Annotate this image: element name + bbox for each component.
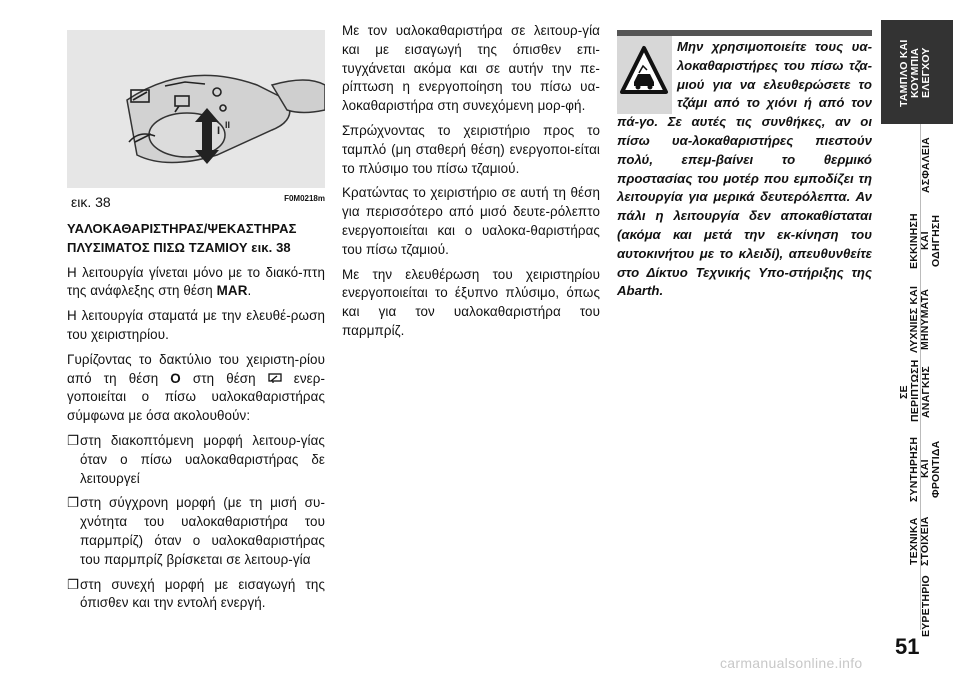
tab-technical-data[interactable] — [881, 516, 953, 568]
section-heading: ΥΑΛΟΚΑΘΑΡΙΣΤΗΡΑΣ/ΨΕΚΑΣΤΗΡΑΣ ΠΛΥΣΙΜΑΤΟΣ ΠΙΣΩ ΤΖΑΜΙΟΥ εικ. 38 — [67, 221, 297, 255]
list-item-text: στη διακοπτόμενη μορφή λειτουρ-γίας όταν ο πίσω υαλοκαθαριστήρας δε λειτουργεί — [80, 432, 325, 486]
list-item — [67, 494, 325, 569]
tab-technical-data-label: ΤΕΧΝΙΚΑ ΣΤΟΙΧΕΙΑ — [908, 516, 931, 566]
ring-position-o: O — [170, 370, 181, 386]
list-item-text: στη συνεχή μορφή με εισαγωγή της όπισθεν και την εντολή ενεργή. — [80, 576, 325, 611]
paragraph-reverse: Με τον υαλοκαθαριστήρα σε λειτουρ-γία και με εισαγωγή της όπισθεν επι-τυγχάνεται ακόμα και σε αυτήν την πε-ρίπτωση η ενεργοποίηση του πίσω υα-λοκαθαριστήρα στη συνεχόμενη μορ-φή. — [342, 23, 600, 114]
tab-warning-lights-label: ΛΥΧΝΙΕΣ ΚΑΙ ΜΗΝΥΜΑΤΑ — [908, 285, 931, 353]
paragraph-ring-b: στη θέση — [180, 370, 268, 386]
bullet-icon: ❐ — [67, 432, 80, 448]
tab-emergency[interactable] — [881, 359, 953, 424]
bullet-icon: ❐ — [67, 576, 80, 592]
tab-starting-driving[interactable] — [881, 206, 953, 278]
tab-dashboard-label: ΤΑΜΠΛΟ ΚΑΙ ΚΟΥΜΠΙΑ ΕΛΕΓΧΟΥ — [898, 39, 932, 107]
figure-code: F0M0218m — [284, 194, 325, 203]
left-column — [67, 220, 325, 619]
paragraph-hold: Κρατώντας το χειριστήριο σε αυτή τη θέση για περισσότερο από μισό δευτε-ρόλεπτο ενεργοποιείται και ο υαλοκα-θαριστήρας του πίσω τζαμιού. — [342, 185, 600, 257]
paragraph-ring-a: Γυρίζοντας το δακτύλιο του χειριστη-ρίου από τη θέση — [67, 351, 325, 386]
watermark: carmanualsonline.info — [720, 655, 863, 671]
tab-starting-driving-label: ΕΚΚΙΝΗΣΗ ΚΑΙ ΟΔΗΓΗΣΗ — [908, 213, 942, 269]
warning-text-block — [617, 38, 872, 301]
paragraph-ring — [67, 351, 325, 426]
paragraph-ring-c: ενερ-γοποιείται ο πίσω υαλοκαθαριστήρας σύμφωνα με όσα ακολουθούν: — [67, 370, 326, 424]
svg-text:II: II — [225, 120, 231, 130]
figure-label: εικ. 38 — [71, 194, 111, 210]
paragraph-ignition — [67, 264, 325, 302]
tab-safety[interactable] — [881, 132, 953, 200]
key-position-mar: MAR — [216, 283, 248, 299]
svg-text:I: I — [217, 125, 221, 137]
tab-maintenance[interactable] — [881, 430, 953, 510]
list-item — [67, 576, 325, 614]
tab-emergency-label: ΣΕ ΠΕΡΙΠΤΩΣΗ ΑΝΑΓΚΗΣ — [898, 359, 932, 422]
paragraph-push: Σπρώχνοντας το χειριστήριο προς το ταμπλό (μη σταθερή θέση) ενεργοποι-είται το πλύσιμο του πίσω τζαμιού. — [342, 122, 600, 176]
figure-wiper-stalk — [67, 30, 325, 188]
paragraph-release: Η λειτουργία σταματά με την ελευθέ-ρωση του χειριστηρίου. — [67, 308, 325, 342]
bullet-icon: ❐ — [67, 495, 80, 511]
paragraph-ignition-end: . — [247, 283, 252, 299]
wiper-stalk-illustration — [67, 30, 325, 188]
figure-caption — [67, 194, 325, 214]
warning-text: Μην χρησιμοποιείτε τους υα-λοκαθαριστήρες του πίσω τζα-μιού για να ελευθερώσετε το τζάμι από το χιόνι ή από τον πά-γο. Σε αυτές τις συνθήκες, αν οι πίσω υα-λοκαθαριστήρες πιεστούν πολύ, επεμ-βαίνει το θερμικό προστασίας του μοτέρ που εμποδίζει τη λειτουργία για μερικά δευτερόλεπτα. Αν πάλι η λειτουργία δεν αποκαθίσταται (ακόμα και μετά την εκ-κίνηση του αυτοκινήτου με το κλειδί), απευθυνθείτε στο Δίκτυο Τεχνικής Υπο-στήριξης της Abarth. — [617, 39, 872, 299]
rear-wiper-symbol-icon — [268, 373, 282, 384]
tab-maintenance-label: ΣΥΝΤΗΡΗΣΗ ΚΑΙ ΦΡΟΝΤΙΔΑ — [908, 436, 942, 502]
tab-warning-lights[interactable] — [881, 284, 953, 356]
warning-box — [617, 30, 872, 299]
page-number: 51 — [895, 634, 920, 659]
list-item-text: στη σύγχρονη μορφή (με τη μισή συ-χνότητα του υαλοκαθαριστήρα του παρμπρίζ) όταν ο υαλοκαθαριστήρας του παρμπρίζ βρίσκεται σε λειτουρ-γία — [80, 495, 325, 567]
paragraph-ignition-text: Η λειτουργία γίνεται μόνο με το διακό-πτη της ανάφλεξης στη θέση — [67, 264, 325, 299]
paragraph-smart-wash: Με την ελευθέρωση του χειριστηρίου ενεργοποιείται το έξυπνο πλύσιμο, όπως και για τον υαλοκαθαριστήρα του παρμπρίζ. — [342, 266, 600, 338]
list-item — [67, 432, 325, 488]
middle-column — [342, 22, 600, 347]
tab-index-label: ΕΥΡΕΤΗΡΙΟ — [920, 575, 932, 637]
warning-icon-spacer — [617, 38, 677, 112]
tab-index[interactable] — [881, 574, 953, 640]
tab-dashboard[interactable] — [881, 20, 953, 124]
tab-safety-label: ΑΣΦΑΛΕΙΑ — [920, 137, 932, 193]
